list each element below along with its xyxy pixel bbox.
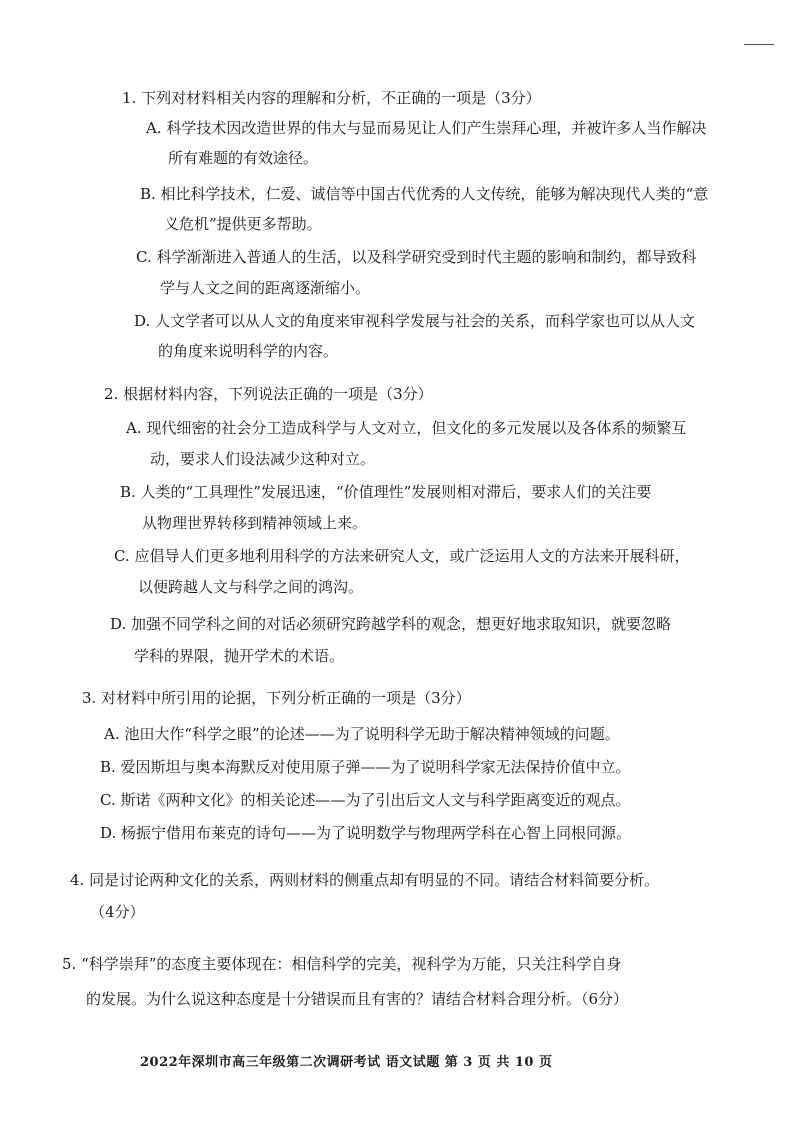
q1-stem: 1. 下列对材料相关内容的理解和分析，不正确的一项是（3分） (122, 89, 541, 107)
q2-option-d-line2: 学科的界限，抛开学术的术语。 (134, 647, 345, 665)
q2-option-b-line1: B. 人类的“工具理性”发展迅速，“价值理性”发展则相对滞后，要求人们的关注要 (120, 483, 652, 501)
q1-option-b-line1: B. 相比科学技术，仁爱、诚信等中国古代优秀的人文传统，能够为解决现代人类的“意 (140, 185, 709, 203)
q1-option-d-line1: D. 人文学者可以从人文的角度来审视科学发展与社会的关系，而科学家也可以从人文 (134, 312, 696, 330)
q5-stem-line1: 5. “科学崇拜”的态度主要体现在：相信科学的完美，视科学为万能，只关注科学自身 (62, 955, 622, 973)
q2-option-c-line2: 以便跨越人文与科学之间的鸿沟。 (138, 578, 364, 596)
q1-option-c-line1: C. 科学渐渐进入普通人的生活，以及科学研究受到时代主题的影响和制约，都导致科 (136, 248, 697, 266)
q3-stem: 3. 对材料中所引用的论据，下列分析正确的一项是（3分） (82, 689, 471, 707)
q1-option-a-line2: 所有难题的有效途径。 (168, 149, 319, 167)
q2-option-a-line2: 动，要求人们设法减少这种对立。 (150, 450, 376, 468)
q1-option-c-line2: 学与人文之间的距离逐渐缩小。 (160, 279, 371, 297)
scan-edge-mark (744, 44, 774, 45)
q3-option-d: D. 杨振宁借用布莱克的诗句——为了说明数学与物理两学科在心智上同根同源。 (100, 824, 632, 842)
q2-option-b-line2: 从物理世界转移到精神领域上来。 (142, 514, 368, 532)
q4-stem-line2: （4分） (90, 903, 145, 921)
q2-stem: 2. 根据材料内容，下列说法正确的一项是（3分） (104, 385, 433, 403)
q3-option-c: C. 斯诺《两种文化》的相关论述——为了引出后文人文与科学距离变近的观点。 (100, 791, 631, 809)
q3-option-a: A. 池田大作“科学之眼”的论述——为了说明科学无助于解决精神领域的问题。 (104, 725, 620, 743)
page-footer: 2022年深圳市高三年级第二次调研考试 语文试题 第 3 页 共 10 页 (140, 1055, 553, 1070)
q2-option-d-line1: D. 加强不同学科之间的对话必须研究跨越学科的观念，想更好地求取知识，就要忽略 (110, 615, 672, 633)
q4-stem-line1: 4. 同是讨论两种文化的关系，两则材料的侧重点却有明显的不同。请结合材料简要分析。 (70, 871, 660, 889)
q3-option-b: B. 爱因斯坦与奥本海默反对使用原子弹——为了说明科学家无法保持价值中立。 (100, 758, 631, 776)
q2-option-c-line1: C. 应倡导人们更多地利用科学的方法来研究人文，或广泛运用人文的方法来开展科研， (114, 547, 690, 565)
q5-stem-line2: 的发展。为什么说这种态度是十分错误而且有害的？请结合材料合理分析。（6分） (86, 990, 629, 1008)
q1-option-d-line2: 的角度来说明科学的内容。 (158, 342, 339, 360)
q1-option-b-line2: 义危机”提供更多帮助。 (164, 215, 322, 233)
q1-option-a-line1: A. 科学技术因改造世界的伟大与显而易见让人们产生崇拜心理，并被许多人当作解决 (146, 119, 707, 137)
q2-option-a-line1: A. 现代细密的社会分工造成科学与人文对立，但文化的多元发展以及各体系的频繁互 (126, 419, 687, 437)
